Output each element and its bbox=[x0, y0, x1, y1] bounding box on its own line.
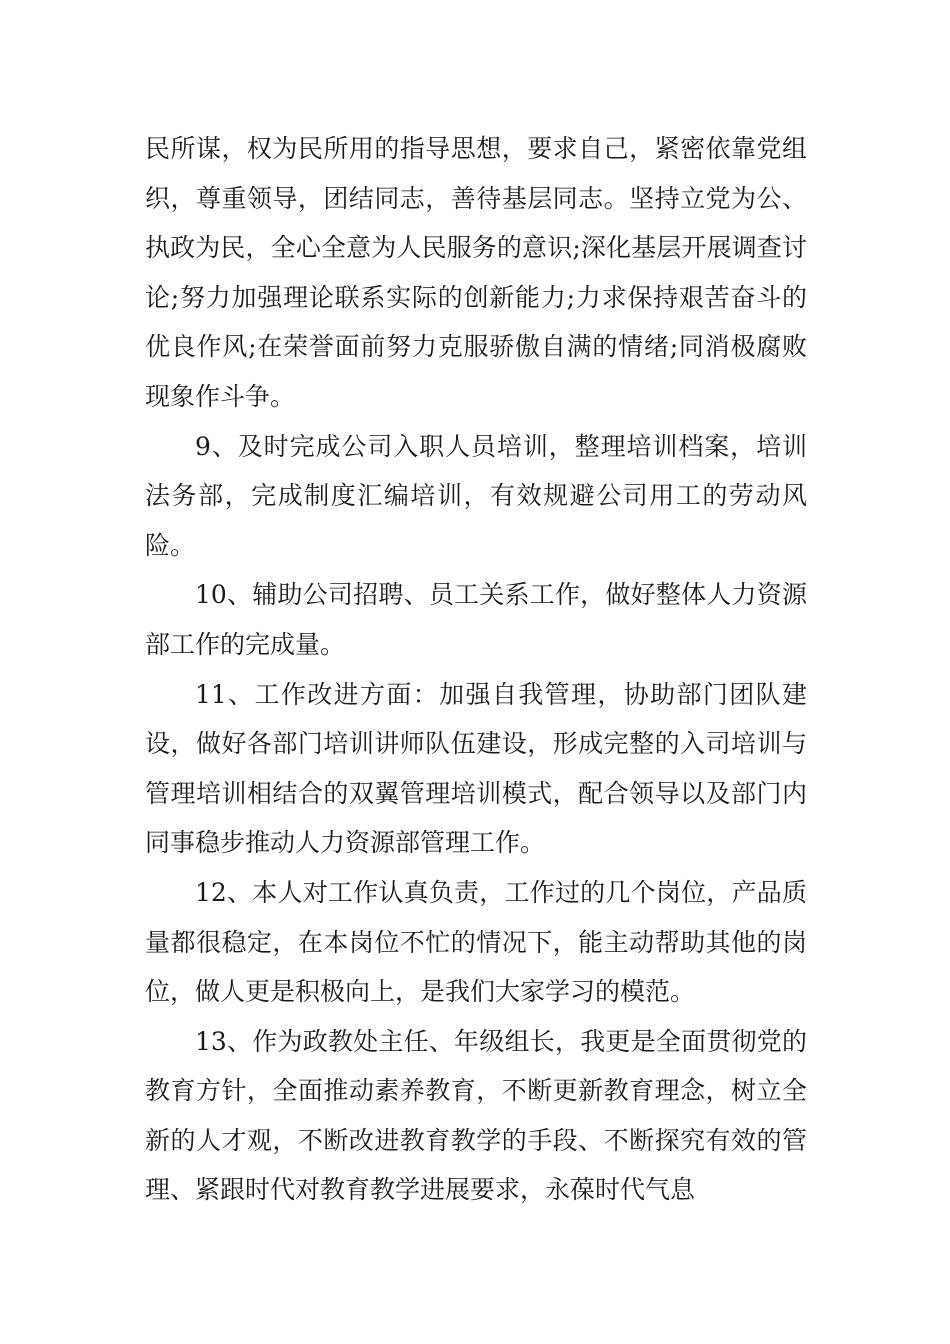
paragraph-item-12: 12、本人对工作认真负责，工作过的几个岗位，产品质量都很稳定，在本岗位不忙的情况下，能主动帮助其他的岗位，做人更是积极向上，是我们大家学习的模范。 bbox=[145, 877, 807, 1007]
document-body bbox=[145, 124, 807, 1215]
paragraph-item-13: 13、作为政教处主任、年级组长，我更是全面贯彻党的教育方针，全面推动素养教育，不断更新教育理念，树立全新的人才观，不断改进教育教学的手段、不断探究有效的管理、紧跟时代对教育教学进展要求，永葆时代气息 bbox=[145, 1026, 807, 1205]
paragraph-item-9: 9、及时完成公司入职人员培训，整理培训档案，培训法务部，完成制度汇编培训，有效规避公司用工的劳动风险。 bbox=[145, 431, 807, 560]
paragraph-item-11: 11、工作改进方面：加强自我管理，协助部门团队建设，做好各部门培训讲师队伍建设，形成完整的入司培训与管理培训相结合的双翼管理培训模式，配合领导以及部门内同事稳步推动人力资源部管理工作。 bbox=[145, 679, 807, 858]
paragraph-item-10: 10、辅助公司招聘、员工关系工作，做好整体人力资源部工作的完成量。 bbox=[145, 580, 807, 659]
paragraph-1: 民所谋，权为民所用的指导思想，要求自己，紧密依靠党组织，尊重领导，团结同志，善待基层同志。坚持立党为公、执政为民，全心全意为人民服务的意识;深化基层开展调查讨论;努力加强理论联系实际的创新能力;力求保持艰苦奋斗的优良作风;在荣誉面前努力克服骄傲自满的情绪;同消极腐败现象作斗争。 bbox=[145, 134, 807, 411]
